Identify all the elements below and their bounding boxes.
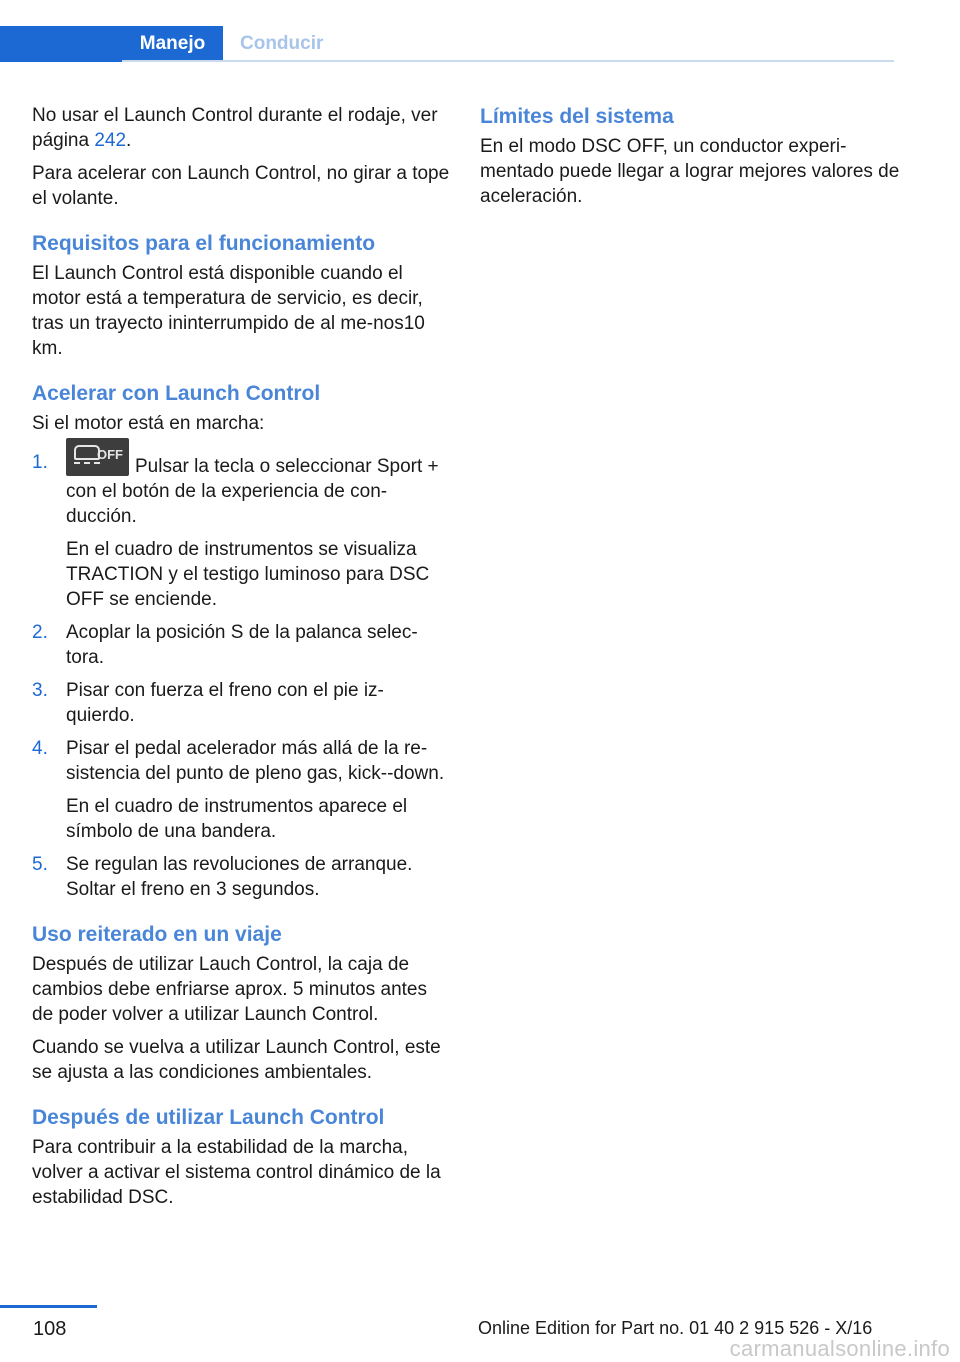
paragraph-motor-marcha: Si el motor está en marcha:	[32, 413, 265, 434]
dsc-off-button-icon	[66, 438, 129, 476]
dsc-icon-label: OFF	[97, 447, 123, 462]
step-text	[66, 447, 452, 529]
list-item	[32, 620, 452, 670]
heading-limites: Límites del sistema	[480, 105, 674, 128]
step-number: 1.	[32, 452, 48, 473]
step-number: 4.	[32, 738, 48, 759]
watermark: carmanualsonline.info	[729, 1336, 950, 1361]
tab-manejo[interactable]: Manejo	[122, 26, 223, 62]
step-text: Pisar con fuerza el freno con el pie iz‐quierdo.	[66, 680, 384, 726]
step-text-content: Pulsar la tecla o seleccionar Sport + con el botón de la experiencia de con‐ducción.	[66, 456, 439, 527]
header-divider	[122, 60, 894, 62]
skid-tracks-icon	[74, 462, 100, 470]
list-item	[32, 678, 452, 728]
step-number: 2.	[32, 622, 48, 643]
heading-requisitos: Requisitos para el funcionamiento	[32, 232, 376, 255]
step-text: Acoplar la posición S de la palanca selec‐tora.	[66, 622, 418, 668]
step-text: Pisar el pedal acelerador más allá de la re‐sistencia del punto de pleno gas, kick‐-down.	[66, 738, 445, 784]
tab-conducir[interactable]: Conducir	[240, 33, 324, 54]
right-column	[480, 103, 900, 217]
list-item	[32, 447, 452, 612]
paragraph-end: .	[126, 130, 132, 151]
step-note: En el cuadro de instrumentos aparece el símbolo de una bandera.	[66, 796, 408, 842]
page-header	[0, 0, 960, 64]
list-item	[32, 736, 452, 844]
paragraph-rodaje	[32, 103, 452, 153]
steps-list	[32, 447, 452, 902]
paragraph-requisitos: El Launch Control está disponible cuando el motor está a temperatura de servicio, es decir, tras un trayecto ininterrumpido de al me‐nos10 km.	[32, 263, 425, 359]
paragraph-limites: En el modo DSC OFF, un conductor experi‐mentado puede llegar a lograr mejores valores de aceleración.	[480, 136, 900, 207]
edition-text: Online Edition for Part no. 01 40 2 915 526 - X/16	[478, 1318, 873, 1338]
paragraph-condiciones: Cuando se vuelva a utilizar Launch Control, este se ajusta a las condiciones ambientales.	[32, 1037, 441, 1083]
step-number: 3.	[32, 680, 48, 701]
footer-accent-line	[0, 1305, 97, 1308]
paragraph-enfriarse: Después de utilizar Lauch Control, la caja de cambios debe enfriarse aprox. 5 minutos antes de poder volver a utilizar Launch Control.	[32, 954, 427, 1025]
list-item	[32, 852, 452, 902]
left-column	[32, 103, 452, 1218]
paragraph-text: No usar el Launch Control durante el rodaje, ver página	[32, 105, 438, 151]
step-text: Se regulan las revoluciones de arranque. Soltar el freno en 3 segundos.	[66, 854, 413, 900]
heading-uso-reiterado: Uso reiterado en un viaje	[32, 923, 282, 946]
step-number: 5.	[32, 854, 48, 875]
step-note: En el cuadro de instrumentos se visualiza TRACTION y el testigo luminoso para DSC OFF se enciende.	[66, 539, 430, 610]
page-link[interactable]: 242	[94, 130, 127, 151]
paragraph-volante: Para acelerar con Launch Control, no girar a tope el volante.	[32, 163, 450, 209]
page-number: 108	[33, 1318, 67, 1340]
header-accent-bar	[0, 26, 122, 62]
paragraph-estabilidad: Para contribuir a la estabilidad de la marcha, volver a activar el sistema control dinámico de la estabilidad DSC.	[32, 1137, 441, 1208]
heading-despues: Después de utilizar Launch Control	[32, 1106, 385, 1129]
heading-acelerar: Acelerar con Launch Control	[32, 382, 321, 405]
